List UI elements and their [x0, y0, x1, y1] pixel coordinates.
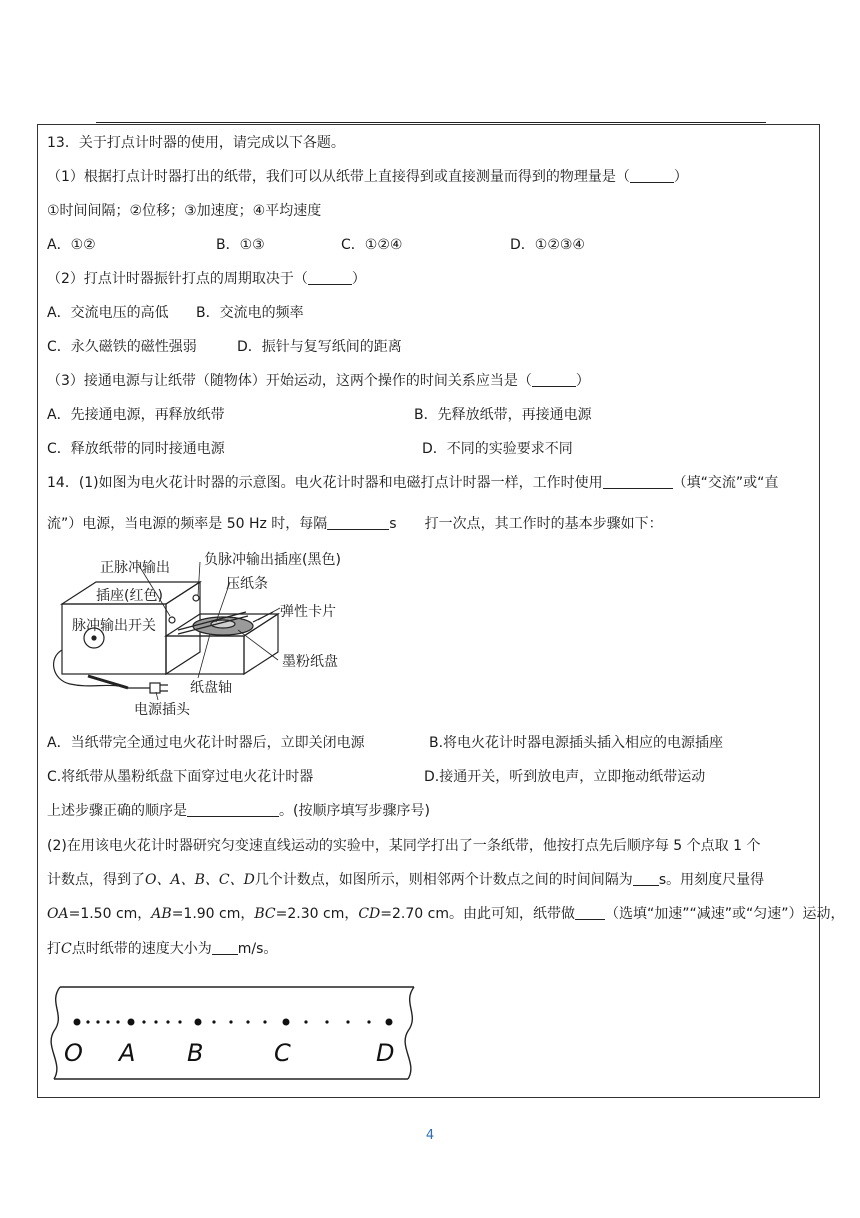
- label-disc-axis: 纸盘轴: [190, 680, 232, 696]
- tape-dot: [367, 1020, 370, 1023]
- q13-part1-prompt: （1）根据打点计时器打出的纸带，我们可以从纸带上直接得到或直接测量而得到的物理量是（ ）: [47, 169, 688, 185]
- q14-line1: 14．(1)如图为电火花计时器的示意图。电火花计时器和电磁打点计时器一样，工作时使用 （填“交流”或“直: [47, 475, 779, 491]
- q13-title: 13．关于打点计时器的使用，请完成以下各题。: [47, 135, 345, 151]
- option-a[interactable]: A．交流电压的高低: [47, 305, 169, 321]
- tape-dot: [325, 1020, 328, 1023]
- tape-dot-O: [74, 1019, 81, 1026]
- label-ink-disc: 墨粉纸盘: [282, 654, 338, 670]
- option-b[interactable]: B．交流电的频率: [196, 305, 304, 321]
- tape-label-O: O: [64, 1039, 83, 1067]
- option-d[interactable]: D．①②③④: [510, 237, 585, 253]
- tape-dot-A: [128, 1019, 135, 1026]
- header-rule: [96, 122, 766, 123]
- label-socket-red: 插座(红色): [96, 588, 163, 604]
- tape-dot-B: [195, 1019, 202, 1026]
- option-a[interactable]: A．先接通电源，再释放纸带: [47, 407, 225, 423]
- tape-dot: [263, 1020, 266, 1023]
- page-number: 4: [425, 1128, 435, 1143]
- paper-tape-diagram: [48, 983, 420, 1083]
- q14-part2-line1: (2)在用该电火花计时器研究匀变速直线运动的实验中，某同学打出了一条纸带，他按打点先后顺序每 5 个点取 1 个: [47, 838, 761, 854]
- option-d[interactable]: D．振针与复写纸间的距离: [237, 339, 402, 355]
- tape-dot: [304, 1020, 307, 1023]
- answer-blank[interactable]: [630, 168, 674, 183]
- option-c[interactable]: C．永久磁铁的磁性强弱: [47, 339, 197, 355]
- option-c[interactable]: C．①②④: [341, 237, 403, 253]
- tape-label-B: B: [187, 1039, 204, 1067]
- label-press-strip: 压纸条: [226, 576, 268, 592]
- tape-dot: [246, 1020, 249, 1023]
- label-output-switch: 脉冲输出开关: [72, 618, 156, 634]
- label-negative-output: 负脉冲输出插座(黑色): [204, 552, 341, 568]
- label-power-plug: 电源插头: [134, 702, 190, 718]
- q14-part2-line2: 计数点，得到了O、A、B、C、D几个计数点，如图所示，则相邻两个计数点之间的时间间隔为 s。用刻度尺量得: [47, 872, 765, 888]
- answer-blank[interactable]: [327, 515, 389, 530]
- answer-blank[interactable]: [212, 940, 238, 955]
- tape-label-D: D: [376, 1039, 395, 1067]
- q14-order-line: 上述步骤正确的顺序是 。(按顺序填写步骤序号): [47, 803, 430, 819]
- q13-part1-items: ①时间间隔；②位移；③加速度；④平均速度: [47, 203, 322, 219]
- tape-dot: [142, 1020, 145, 1023]
- tape-dot: [106, 1020, 109, 1023]
- tape-label-A: A: [119, 1039, 136, 1067]
- tape-dot: [346, 1020, 349, 1023]
- step-c: C.将纸带从墨粉纸盘下面穿过电火花计时器: [47, 769, 314, 785]
- step-b: B.将电火花计时器电源插头插入相应的电源插座: [429, 735, 724, 751]
- answer-blank[interactable]: [187, 802, 279, 817]
- answer-blank[interactable]: [308, 270, 352, 285]
- step-a: A．当纸带完全通过电火花计时器后，立即关闭电源: [47, 735, 365, 751]
- answer-blank[interactable]: [532, 372, 576, 387]
- q13-part3-prompt: （3）接通电源与让纸带（随物体）开始运动，这两个操作的时间关系应当是（ ）: [47, 373, 590, 389]
- step-d: D.接通开关，听到放电声，立即拖动纸带运动: [424, 769, 706, 785]
- tape-dot: [229, 1020, 232, 1023]
- q14-line2: 流”）电源，当电源的频率是 50 Hz 时，每隔 s 打一次点，其工作时的基本步骤如下：: [47, 516, 663, 532]
- q14-part2-line3: OA=1.50 cm，AB=1.90 cm，BC=2.30 cm，CD=2.70 cm。由此可知，纸带做 （选填“加速”“减速”或“匀速”）运动，: [47, 906, 845, 922]
- option-b[interactable]: B．①③: [216, 237, 265, 253]
- tape-dot: [212, 1020, 215, 1023]
- option-b[interactable]: B．先释放纸带，再接通电源: [414, 407, 592, 423]
- option-d[interactable]: D．不同的实验要求不同: [422, 441, 573, 457]
- tape-dot-D: [386, 1019, 393, 1026]
- answer-blank[interactable]: [575, 905, 605, 920]
- tape-dot: [116, 1020, 119, 1023]
- tape-dot-C: [283, 1019, 290, 1026]
- tape-dot: [178, 1020, 181, 1023]
- tape-dot: [86, 1020, 89, 1023]
- tape-dot: [154, 1020, 157, 1023]
- tape-dot: [96, 1020, 99, 1023]
- option-c[interactable]: C．释放纸带的同时接通电源: [47, 441, 225, 457]
- tape-dot: [166, 1020, 169, 1023]
- option-a[interactable]: A．①②: [47, 237, 96, 253]
- q14-part2-line4: 打C点时纸带的速度大小为 m/s。: [47, 941, 278, 957]
- spark-timer-diagram: [48, 550, 358, 720]
- answer-blank[interactable]: [633, 871, 659, 886]
- answer-blank[interactable]: [603, 474, 673, 489]
- tape-label-C: C: [274, 1039, 291, 1067]
- label-spring-card: 弹性卡片: [280, 604, 336, 620]
- label-positive-output: 正脉冲输出: [100, 560, 170, 576]
- q13-part2-prompt: （2）打点计时器振针打点的周期取决于（ ）: [47, 271, 366, 287]
